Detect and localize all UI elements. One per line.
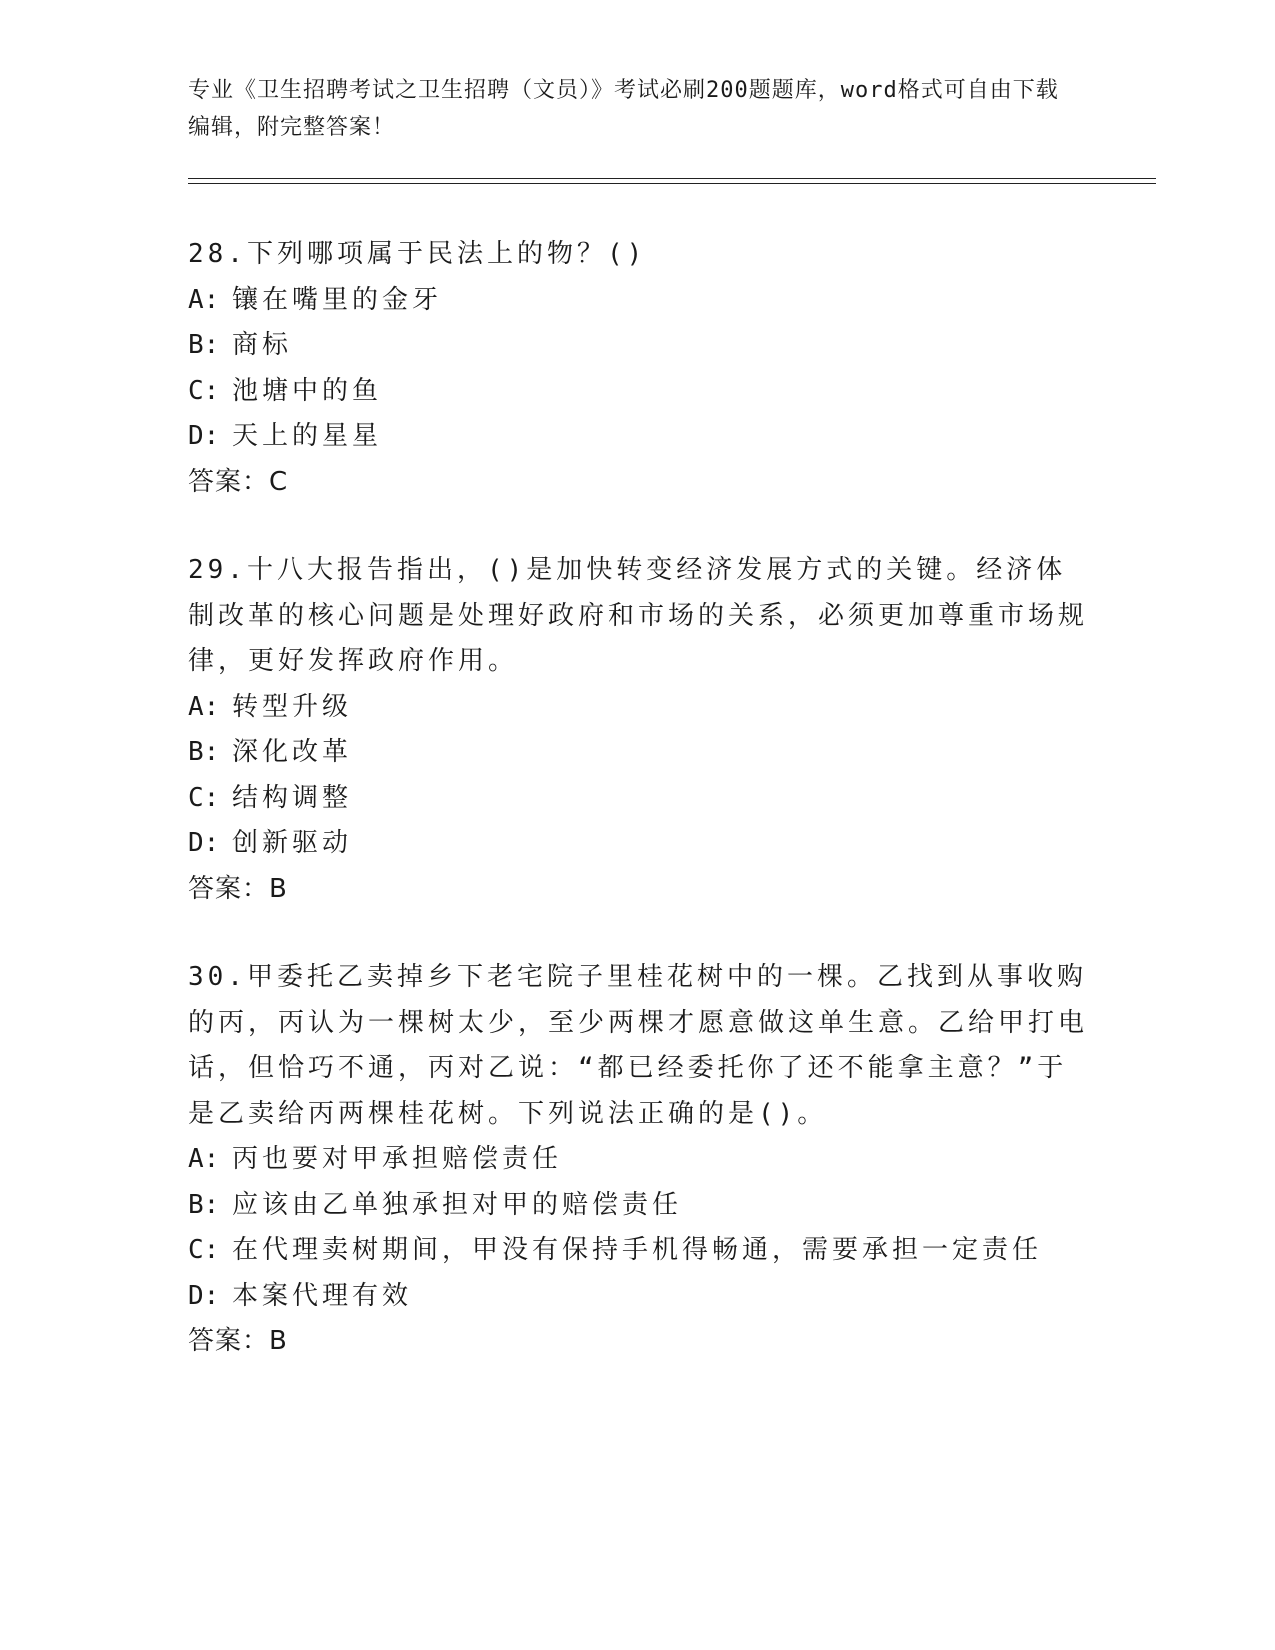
option-c [188, 1228, 1088, 1274]
document-header: 专业《卫生招聘考试之卫生招聘（文员）》考试必刷200题题库，word格式可自由下载编辑，附完整答案！ [188, 78, 1059, 140]
option-text: 应该由乙单独承担对甲的赔偿责任 [232, 1189, 683, 1220]
option-letter: B: [188, 330, 220, 360]
option-letter: C: [188, 782, 220, 813]
option-letter: B: [188, 737, 220, 767]
option-b [188, 1183, 1088, 1229]
header-divider [188, 178, 1156, 184]
option-text: 镶在嘴里的金牙 [232, 284, 443, 315]
option-text: 深化改革 [232, 737, 353, 767]
option-letter: D: [188, 828, 220, 858]
option-a [188, 685, 1088, 731]
option-letter: A: [188, 691, 220, 722]
question-30 [188, 955, 1088, 1365]
option-c [188, 369, 1088, 415]
answer-line: 答案：B [188, 873, 288, 904]
answer-line: 答案：C [188, 466, 289, 497]
answer-line: 答案：B [188, 1326, 288, 1356]
option-text: 天上的星星 [232, 421, 383, 451]
option-letter: A: [188, 1144, 220, 1174]
option-c [188, 776, 1088, 822]
option-text: 创新驱动 [232, 828, 353, 858]
option-d [188, 821, 1088, 867]
option-text: 本案代理有效 [232, 1280, 413, 1311]
option-d [188, 1274, 1088, 1320]
option-text: 结构调整 [232, 782, 353, 813]
option-letter: C: [188, 1235, 220, 1265]
option-letter: B: [188, 1189, 220, 1220]
option-text: 在代理卖树期间，甲没有保持手机得畅通，需要承担一定责任 [232, 1235, 1043, 1265]
option-d [188, 414, 1088, 460]
option-text: 转型升级 [232, 691, 353, 722]
option-letter: D: [188, 1280, 220, 1311]
question-spacer [188, 912, 1088, 955]
question-29 [188, 548, 1088, 912]
option-b [188, 323, 1088, 369]
option-a [188, 278, 1088, 324]
question-spacer [188, 505, 1088, 548]
question-list [188, 232, 1088, 1365]
option-text: 商标 [232, 330, 293, 360]
question-28 [188, 232, 1088, 505]
option-letter: D: [188, 421, 220, 451]
question-stem: 29.十八大报告指出，()是加快转变经济发展方式的关键。经济体制改革的核心问题是处理好政府和市场的关系，必须更加尊重市场规律，更好发挥政府作用。 [188, 555, 1089, 676]
option-b [188, 730, 1088, 776]
question-stem: 30.甲委托乙卖掉乡下老宅院子里桂花树中的一棵。乙找到从事收购的丙，丙认为一棵树太少，至少两棵才愿意做这单生意。乙给甲打电话，但恰巧不通，丙对乙说：“都已经委托你了还不能拿主意？”于是乙卖给丙两棵桂花树。下列说法正确的是()。 [188, 962, 1089, 1129]
option-text: 丙也要对甲承担赔偿责任 [232, 1144, 563, 1174]
question-stem: 28.下列哪项属于民法上的物？() [188, 239, 647, 269]
option-letter: A: [188, 284, 220, 315]
option-letter: C: [188, 375, 220, 406]
option-a [188, 1137, 1088, 1183]
option-text: 池塘中的鱼 [232, 375, 383, 406]
